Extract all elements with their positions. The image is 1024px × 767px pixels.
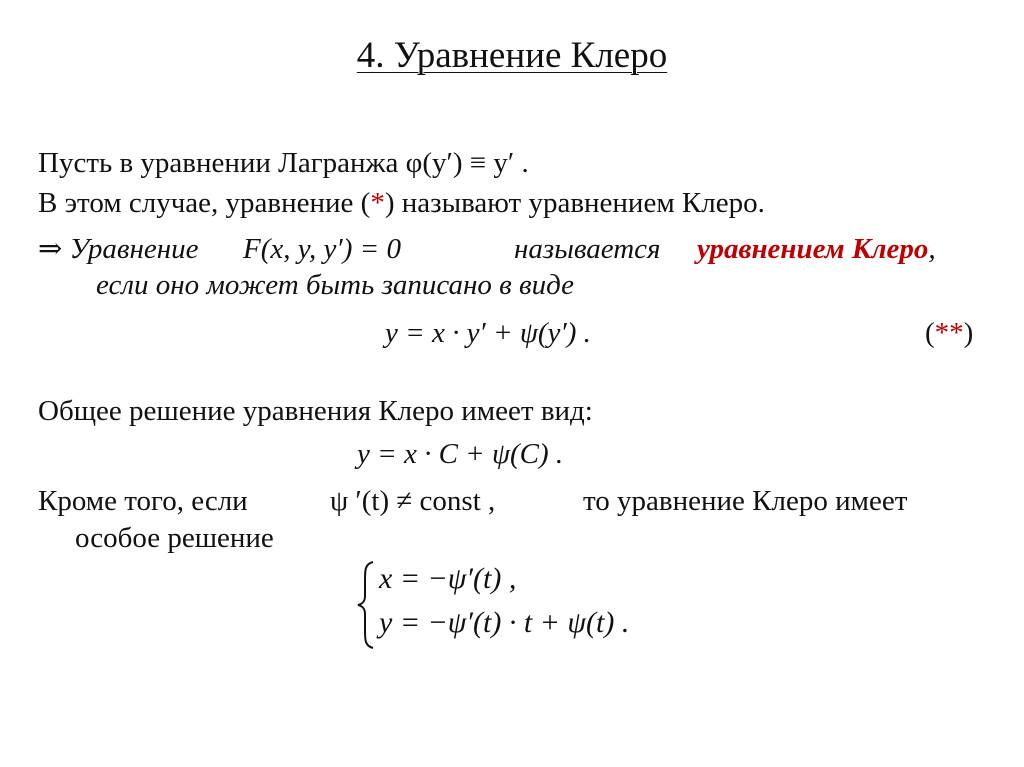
equation-number-close: ): [963, 317, 974, 349]
line-this-case: [38, 186, 765, 220]
definition-called: называется: [514, 233, 661, 265]
definition-word: Уравнение: [62, 233, 199, 265]
line-definition: [38, 232, 199, 266]
definition-highlight: [697, 232, 936, 266]
line-this-case-pre: В этом случае, уравнение (: [38, 187, 371, 219]
general-solution-equation: y = x · C + ψ(C) .: [357, 438, 564, 470]
equation-number-open: (: [925, 317, 935, 349]
line-general-solution: Общее решение уравнения Клеро имеет вид:: [38, 395, 593, 427]
equation-number: [925, 316, 973, 350]
system-row-x: x = −ψ′(t) ,: [379, 562, 517, 595]
line-moreover-c: то уравнение Клеро имеет: [583, 485, 908, 517]
system-row-y: y = −ψ′(t) · t + ψ(t) .: [379, 606, 630, 639]
curly-brace-icon: [355, 560, 377, 650]
singular-solution-system: [355, 560, 685, 650]
line-moreover-a: Кроме того, если: [38, 485, 248, 517]
definition-comma: ,: [928, 233, 936, 265]
double-star-reference: **: [934, 317, 964, 349]
clairaut-equation: y = x · y′ + ψ(y′) .: [385, 317, 591, 349]
clairaut-term: уравнением Клеро: [697, 233, 929, 265]
line-lagrange-condition: Пусть в уравнении Лагранжа φ(y′) ≡ y′ .: [38, 147, 529, 179]
definition-equation: F(x, y, y′) = 0: [243, 233, 401, 265]
page-title: 4. Уравнение Клеро: [356, 35, 668, 76]
line-moreover-condition: ψ ′(t) ≠ const ,: [330, 485, 496, 517]
line-if-written: если оно может быть записано в виде: [96, 269, 574, 301]
line-this-case-post: ) называют уравнением Клеро.: [384, 187, 765, 219]
star-reference: *: [370, 187, 385, 219]
line-singular-solution: особое решение: [75, 522, 274, 554]
implies-arrow-icon: ⇒: [38, 233, 63, 265]
